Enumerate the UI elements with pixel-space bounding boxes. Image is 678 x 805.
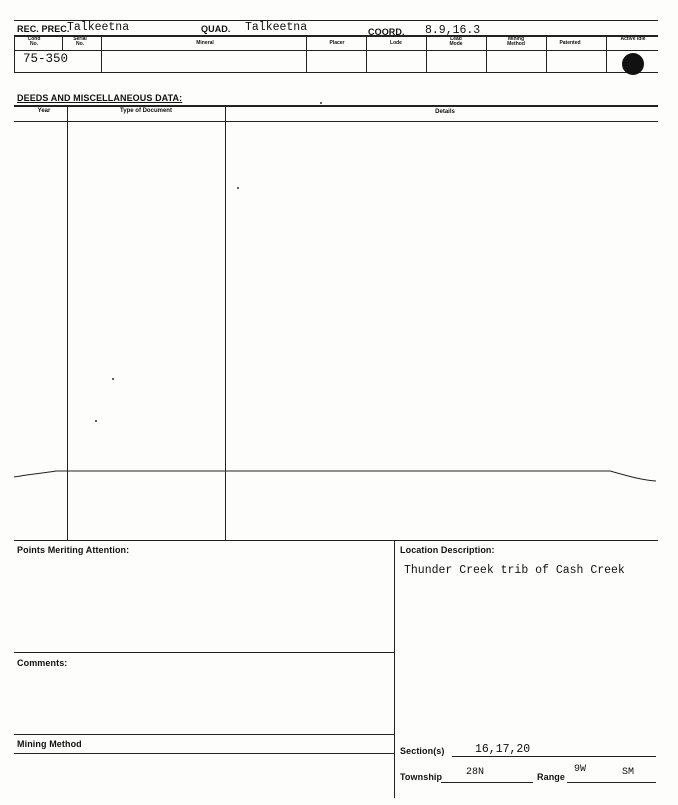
location-label: Location Description: bbox=[400, 545, 495, 555]
speck-mark bbox=[237, 187, 239, 189]
coord-value: 8.9,16.3 bbox=[425, 24, 481, 37]
range-line bbox=[567, 782, 656, 783]
speck-mark bbox=[320, 102, 322, 104]
col-active-idle: Active Idle bbox=[620, 36, 646, 42]
hand-drawn-line bbox=[0, 460, 678, 490]
mining-method-rule bbox=[14, 734, 394, 735]
header-col-divider bbox=[606, 35, 607, 72]
range-value: 9W bbox=[574, 764, 587, 775]
sections-line bbox=[452, 756, 656, 757]
punched-hole-mark bbox=[622, 53, 644, 75]
header-col-divider bbox=[366, 35, 367, 72]
range-label: Range bbox=[537, 772, 566, 782]
mining-method-label: Mining Method bbox=[17, 739, 82, 749]
deeds-top-rule bbox=[14, 105, 658, 107]
coord-label: COORD. bbox=[368, 27, 405, 37]
points-label: Points Meriting Attention: bbox=[17, 545, 130, 555]
deeds-col-type: Type of Document bbox=[120, 108, 172, 114]
deeds-col-details: Details bbox=[435, 109, 455, 115]
deeds-col-year: Year bbox=[37, 108, 51, 114]
header-col-divider bbox=[486, 35, 487, 72]
rec-prec-value: Talkeetna bbox=[67, 21, 130, 34]
col-serial-no: Serial No. bbox=[73, 36, 87, 47]
deeds-header-rule bbox=[14, 121, 658, 122]
col-lode: Lode bbox=[390, 40, 402, 46]
col-patented: Patented bbox=[559, 40, 581, 46]
header-col-divider bbox=[546, 35, 547, 72]
township-line bbox=[441, 782, 533, 783]
comments-rule bbox=[14, 652, 394, 653]
township-value: 28N bbox=[466, 767, 485, 778]
speck-mark bbox=[95, 420, 97, 422]
header-col-divider bbox=[14, 35, 15, 72]
col-placer: Placer bbox=[329, 40, 345, 46]
col-lead-mode: Lead Mode bbox=[449, 36, 463, 47]
cond-no-value: 75-350 bbox=[23, 52, 69, 66]
col-cond-no: Cond No. bbox=[27, 36, 41, 47]
row-bottom-rule bbox=[14, 72, 658, 73]
speck-mark bbox=[112, 378, 114, 380]
header-rule bbox=[14, 35, 658, 37]
sections-label: Section(s) bbox=[400, 746, 445, 756]
mining-method-line bbox=[14, 753, 394, 754]
quad-label: QUAD. bbox=[201, 24, 231, 34]
rec-prec-label: REC. PREC. bbox=[17, 24, 70, 34]
meridian-value: SM bbox=[622, 767, 635, 778]
header-col-divider bbox=[62, 35, 63, 50]
header-col-divider bbox=[306, 35, 307, 72]
deeds-title: DEEDS AND MISCELLANEOUS DATA: bbox=[17, 93, 183, 103]
col-mining-method: Mining Method bbox=[507, 36, 525, 47]
sections-value: 16,17,20 bbox=[475, 743, 531, 756]
bottom-top-rule bbox=[14, 540, 658, 541]
column-header-rule bbox=[14, 50, 658, 51]
header-col-divider bbox=[426, 35, 427, 72]
township-label: Township bbox=[400, 772, 443, 782]
header-col-divider bbox=[101, 35, 102, 72]
quad-value: Talkeetna bbox=[245, 21, 308, 34]
bottom-center-divider bbox=[394, 540, 395, 798]
comments-label: Comments: bbox=[17, 658, 68, 668]
location-value: Thunder Creek trib of Cash Creek bbox=[404, 564, 625, 577]
col-mineral: Mineral bbox=[196, 40, 214, 46]
